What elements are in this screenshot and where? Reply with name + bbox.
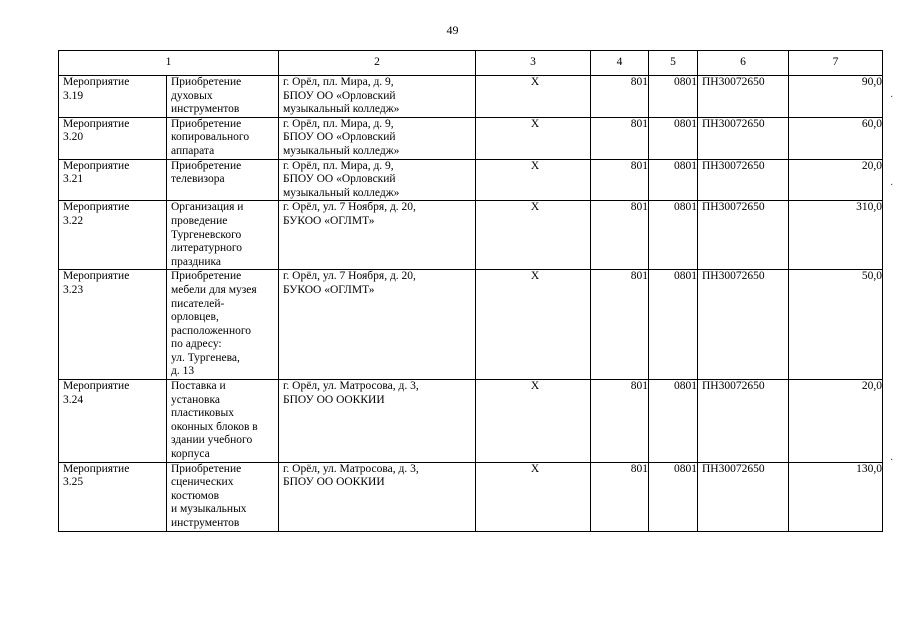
cell-line: БПОУ ОО «Орловский	[283, 89, 396, 102]
address-cell	[279, 462, 476, 531]
activity-name-cell	[167, 117, 279, 159]
cell-line: БПОУ ОО ООККИИ	[283, 393, 385, 406]
amount-cell: 20,0	[789, 380, 883, 463]
column-5-cell: 0801	[649, 380, 698, 463]
cell-line: Организация и	[171, 201, 244, 214]
cell-line: г. Орёл, ул. 7 Ноября, д. 20,	[283, 270, 416, 283]
activity-id-cell	[59, 76, 167, 118]
cell-line: Приобретение	[171, 270, 242, 283]
cell-line: Мероприятие	[63, 76, 130, 88]
column-3-cell: Х	[476, 270, 591, 380]
cell-line: Приобретение	[171, 76, 242, 88]
column-3-cell: Х	[476, 462, 591, 531]
activity-name-cell	[167, 76, 279, 118]
cell-line: копировального	[171, 131, 250, 144]
activity-name-cell	[167, 380, 279, 463]
cell-line: Приобретение	[171, 159, 242, 172]
cell-line: музыкальный колледж»	[283, 103, 400, 116]
column-header-3: 3	[476, 51, 591, 76]
cell-line: 3.19	[63, 89, 84, 102]
cell-line: корпуса	[171, 448, 210, 461]
column-header-1: 1	[59, 51, 279, 76]
column-header-7: 7	[789, 51, 883, 76]
activity-id-cell	[59, 117, 167, 159]
cell-line: Мероприятие	[63, 117, 130, 130]
budget-code-cell: ПН30072650	[698, 76, 789, 118]
address-cell	[279, 270, 476, 380]
column-4-cell: 801	[591, 270, 649, 380]
cell-line: сценических	[171, 476, 234, 489]
cell-line: БПОУ ОО ООККИИ	[283, 476, 385, 489]
cell-line: 3.20	[63, 131, 84, 144]
table-row	[59, 117, 883, 159]
cell-line: Тургеневского	[171, 228, 242, 241]
header-row	[59, 51, 883, 76]
cell-line: БУКОО «ОГЛМТ»	[283, 283, 375, 296]
cell-line: г. Орёл, пл. Мира, д. 9,	[283, 117, 394, 130]
cell-line: 3.25	[63, 476, 84, 489]
activity-id-cell	[59, 201, 167, 270]
column-3-cell: Х	[476, 76, 591, 118]
cell-line: БПОУ ОО «Орловский	[283, 131, 396, 144]
budget-table	[58, 50, 883, 532]
column-5-cell: 0801	[649, 159, 698, 201]
cell-line: оконных блоков в	[171, 420, 258, 433]
table-row	[59, 462, 883, 531]
activity-name-cell	[167, 201, 279, 270]
address-cell	[279, 159, 476, 201]
table-row	[59, 270, 883, 380]
cell-line: Мероприятие	[63, 380, 130, 393]
column-3-cell: Х	[476, 159, 591, 201]
column-4-cell: 801	[591, 380, 649, 463]
column-header-2: 2	[279, 51, 476, 76]
budget-code-cell: ПН30072650	[698, 462, 789, 531]
cell-line: г. Орёл, ул. Матросова, д. 3,	[283, 380, 419, 393]
cell-line: по адресу:	[171, 338, 222, 351]
cell-line: БПОУ ОО «Орловский	[283, 173, 396, 186]
cell-line: инструментов	[171, 517, 240, 529]
cell-line: БУКОО «ОГЛМТ»	[283, 214, 375, 227]
cell-line: Приобретение	[171, 462, 242, 475]
cell-line: инструментов	[171, 103, 240, 116]
column-5-cell: 0801	[649, 117, 698, 159]
cell-line: мебели для музея	[171, 283, 257, 296]
activity-name-cell	[167, 159, 279, 201]
cell-line: пластиковых	[171, 407, 234, 420]
column-5-cell: 0801	[649, 462, 698, 531]
address-cell	[279, 76, 476, 118]
cell-line: костюмов	[171, 489, 220, 502]
column-4-cell: 801	[591, 159, 649, 201]
activity-name-cell	[167, 270, 279, 380]
column-3-cell: Х	[476, 117, 591, 159]
column-5-cell: 0801	[649, 201, 698, 270]
activity-id-cell	[59, 159, 167, 201]
scan-artifact-mark: ·	[890, 92, 894, 103]
budget-code-cell: ПН30072650	[698, 270, 789, 380]
cell-line: Мероприятие	[63, 270, 130, 283]
column-5-cell: 0801	[649, 270, 698, 380]
budget-code-cell: ПН30072650	[698, 117, 789, 159]
budget-code-cell: ПН30072650	[698, 201, 789, 270]
activity-name-cell	[167, 462, 279, 531]
amount-cell: 50,0	[789, 270, 883, 380]
table-body	[59, 76, 883, 532]
cell-line: г. Орёл, ул. Матросова, д. 3,	[283, 462, 419, 475]
cell-line: литературного	[171, 242, 243, 255]
cell-line: аппарата	[171, 144, 215, 157]
cell-line: 3.24	[63, 393, 84, 406]
column-header-5: 5	[649, 51, 698, 76]
column-4-cell: 801	[591, 76, 649, 118]
table-row	[59, 380, 883, 463]
column-4-cell: 801	[591, 201, 649, 270]
column-header-6: 6	[698, 51, 789, 76]
budget-code-cell: ПН30072650	[698, 159, 789, 201]
cell-line: д. 13	[171, 365, 195, 378]
cell-line: 3.22	[63, 214, 84, 227]
cell-line: установка	[171, 393, 220, 406]
address-cell	[279, 201, 476, 270]
column-3-cell: Х	[476, 201, 591, 270]
column-3-cell: Х	[476, 380, 591, 463]
cell-line: и музыкальных	[171, 503, 247, 516]
table-row	[59, 76, 883, 118]
cell-line: 3.21	[63, 173, 84, 186]
column-4-cell: 801	[591, 462, 649, 531]
scan-artifact-mark: ·	[890, 180, 894, 191]
scan-artifact-mark: ·	[890, 455, 894, 466]
cell-line: Приобретение	[171, 117, 242, 130]
cell-line: праздника	[171, 255, 222, 268]
cell-line: здании учебного	[171, 434, 253, 447]
cell-line: г. Орёл, пл. Мира, д. 9,	[283, 76, 394, 88]
column-5-cell: 0801	[649, 76, 698, 118]
budget-code-cell: ПН30072650	[698, 380, 789, 463]
cell-line: музыкальный колледж»	[283, 186, 400, 199]
cell-line: проведение	[171, 214, 228, 227]
activity-id-cell	[59, 270, 167, 380]
column-4-cell: 801	[591, 117, 649, 159]
column-header-4: 4	[591, 51, 649, 76]
cell-line: музыкальный колледж»	[283, 144, 400, 157]
cell-line: расположенного	[171, 324, 252, 337]
cell-line: телевизора	[171, 173, 225, 186]
cell-line: 3.23	[63, 283, 84, 296]
cell-line: Поставка и	[171, 380, 226, 393]
table-row	[59, 201, 883, 270]
cell-line: г. Орёл, ул. 7 Ноября, д. 20,	[283, 201, 416, 214]
address-cell	[279, 117, 476, 159]
cell-line: духовых	[171, 89, 213, 102]
amount-cell: 310,0	[789, 201, 883, 270]
cell-line: Мероприятие	[63, 201, 130, 214]
amount-cell: 20,0	[789, 159, 883, 201]
cell-line: ул. Тургенева,	[171, 351, 240, 364]
activity-id-cell	[59, 380, 167, 463]
activity-id-cell	[59, 462, 167, 531]
cell-line: писателей-	[171, 297, 225, 310]
amount-cell: 60,0	[789, 117, 883, 159]
address-cell	[279, 380, 476, 463]
amount-cell: 90,0	[789, 76, 883, 118]
page-number: 49	[446, 23, 459, 37]
table-row	[59, 159, 883, 201]
cell-line: Мероприятие	[63, 462, 130, 475]
cell-line: орловцев,	[171, 311, 219, 324]
cell-line: г. Орёл, пл. Мира, д. 9,	[283, 159, 394, 172]
cell-line: Мероприятие	[63, 159, 130, 172]
amount-cell: 130,0	[789, 462, 883, 531]
